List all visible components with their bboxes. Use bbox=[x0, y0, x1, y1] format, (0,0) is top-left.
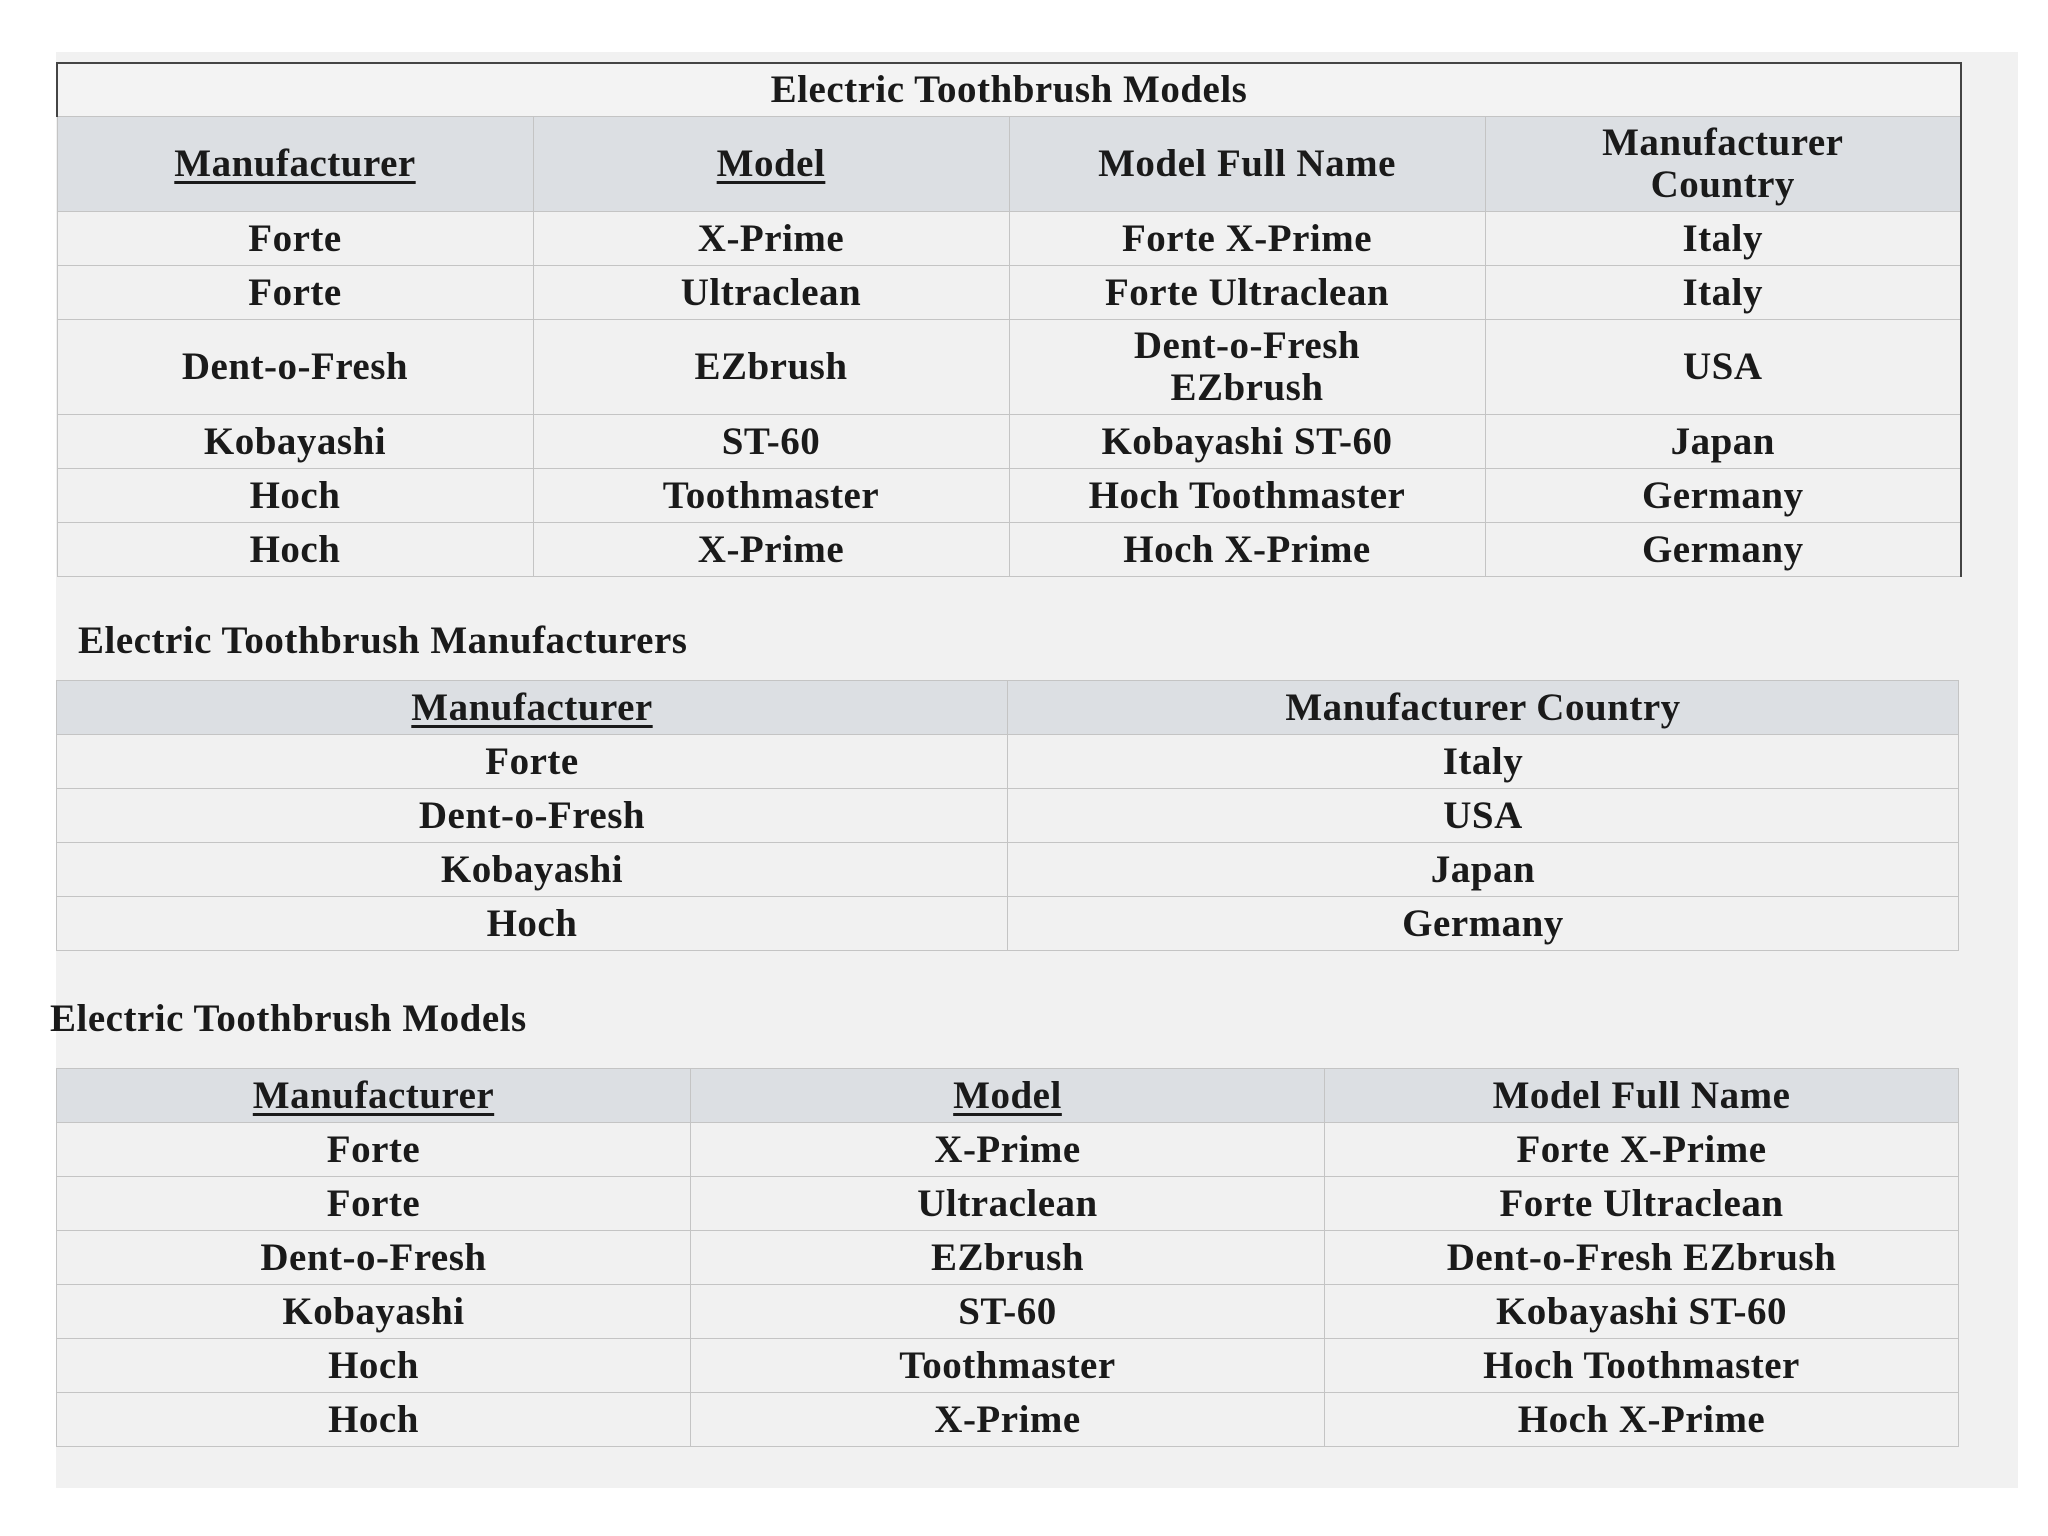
cell-manufacturer: Kobayashi bbox=[57, 843, 1008, 897]
cell-country: Germany bbox=[1485, 469, 1961, 523]
cell-manufacturer: Hoch bbox=[57, 469, 533, 523]
table-row bbox=[57, 789, 1959, 843]
cell-model-full-name: Forte X-Prime bbox=[1325, 1123, 1959, 1177]
table-row bbox=[57, 1339, 1959, 1393]
cell-model: X-Prime bbox=[533, 523, 1009, 577]
table-row bbox=[57, 1231, 1959, 1285]
cell-manufacturer: Dent-o-Fresh bbox=[57, 1231, 691, 1285]
table-row bbox=[57, 897, 1959, 951]
cell-model-full-name: Forte Ultraclean bbox=[1325, 1177, 1959, 1231]
table-row bbox=[57, 1285, 1959, 1339]
cell-manufacturer: Dent-o-Fresh bbox=[57, 320, 533, 415]
cell-model: EZbrush bbox=[691, 1231, 1325, 1285]
cell-model-full-name: Hoch Toothmaster bbox=[1009, 469, 1485, 523]
cell-model-full-name: Hoch X-Prime bbox=[1325, 1393, 1959, 1447]
cell-country: Germany bbox=[1008, 897, 1959, 951]
table-caption-row bbox=[57, 63, 1961, 117]
table-row bbox=[57, 1393, 1959, 1447]
table-title: Electric Toothbrush Models bbox=[57, 63, 1961, 117]
cell-manufacturer: Dent-o-Fresh bbox=[57, 789, 1008, 843]
cell-manufacturer: Hoch bbox=[57, 1393, 691, 1447]
table-row bbox=[57, 266, 1961, 320]
models-table-title: Electric Toothbrush Models bbox=[50, 997, 527, 1040]
cell-country: Italy bbox=[1008, 735, 1959, 789]
cell-model-full-name: Forte Ultraclean bbox=[1009, 266, 1485, 320]
manufacturers-table bbox=[56, 680, 1959, 951]
cell-country: USA bbox=[1008, 789, 1959, 843]
cell-model: Ultraclean bbox=[533, 266, 1009, 320]
cell-model: ST-60 bbox=[691, 1285, 1325, 1339]
table-header-row bbox=[57, 681, 1959, 735]
cell-model: Toothmaster bbox=[691, 1339, 1325, 1393]
table-row bbox=[57, 1123, 1959, 1177]
cell-model-full-name: Hoch X-Prime bbox=[1009, 523, 1485, 577]
cell-manufacturer: Hoch bbox=[57, 1339, 691, 1393]
cell-model: EZbrush bbox=[533, 320, 1009, 415]
cell-country: Italy bbox=[1485, 212, 1961, 266]
header-model: Model bbox=[691, 1069, 1325, 1123]
table-row bbox=[57, 843, 1959, 897]
cell-model-full-name: Hoch Toothmaster bbox=[1325, 1339, 1959, 1393]
header-manufacturer: Manufacturer bbox=[57, 1069, 691, 1123]
cell-model: Toothmaster bbox=[533, 469, 1009, 523]
table-row bbox=[57, 415, 1961, 469]
cell-manufacturer: Kobayashi bbox=[57, 1285, 691, 1339]
cell-manufacturer: Hoch bbox=[57, 897, 1008, 951]
cell-model-full-name: Kobayashi ST-60 bbox=[1325, 1285, 1959, 1339]
header-manufacturer: Manufacturer bbox=[57, 681, 1008, 735]
table-row bbox=[57, 320, 1961, 415]
header-manufacturer-country: Manufacturer Country bbox=[1485, 117, 1961, 212]
table-row bbox=[57, 212, 1961, 266]
table-row bbox=[57, 735, 1959, 789]
table-row bbox=[57, 469, 1961, 523]
cell-model: ST-60 bbox=[533, 415, 1009, 469]
header-model-full-name: Model Full Name bbox=[1009, 117, 1485, 212]
table-header-row bbox=[57, 1069, 1959, 1123]
cell-manufacturer: Hoch bbox=[57, 523, 533, 577]
cell-manufacturer: Forte bbox=[57, 266, 533, 320]
table-header-row bbox=[57, 117, 1961, 212]
cell-country: Japan bbox=[1485, 415, 1961, 469]
cell-model-full-name: Forte X-Prime bbox=[1009, 212, 1485, 266]
cell-manufacturer: Forte bbox=[57, 1177, 691, 1231]
cell-country: USA bbox=[1485, 320, 1961, 415]
cell-model-full-name: Kobayashi ST-60 bbox=[1009, 415, 1485, 469]
cell-manufacturer: Kobayashi bbox=[57, 415, 533, 469]
cell-model: X-Prime bbox=[691, 1393, 1325, 1447]
header-model: Model bbox=[533, 117, 1009, 212]
models-table bbox=[56, 1068, 1959, 1447]
cell-model: Ultraclean bbox=[691, 1177, 1325, 1231]
cell-model: X-Prime bbox=[533, 212, 1009, 266]
cell-manufacturer: Forte bbox=[57, 1123, 691, 1177]
header-manufacturer: Manufacturer bbox=[57, 117, 533, 212]
cell-country: Germany bbox=[1485, 523, 1961, 577]
manufacturers-table-title: Electric Toothbrush Manufacturers bbox=[78, 619, 688, 662]
header-manufacturer-country: Manufacturer Country bbox=[1008, 681, 1959, 735]
cell-model-full-name: Dent-o-Fresh EZbrush bbox=[1009, 320, 1485, 415]
cell-manufacturer: Forte bbox=[57, 735, 1008, 789]
cell-model: X-Prime bbox=[691, 1123, 1325, 1177]
table-row bbox=[57, 1177, 1959, 1231]
cell-model-full-name: Dent-o-Fresh EZbrush bbox=[1325, 1231, 1959, 1285]
cell-manufacturer: Forte bbox=[57, 212, 533, 266]
cell-country: Italy bbox=[1485, 266, 1961, 320]
table-row bbox=[57, 523, 1961, 577]
cell-country: Japan bbox=[1008, 843, 1959, 897]
header-model-full-name: Model Full Name bbox=[1325, 1069, 1959, 1123]
models-table-full bbox=[56, 62, 1962, 577]
